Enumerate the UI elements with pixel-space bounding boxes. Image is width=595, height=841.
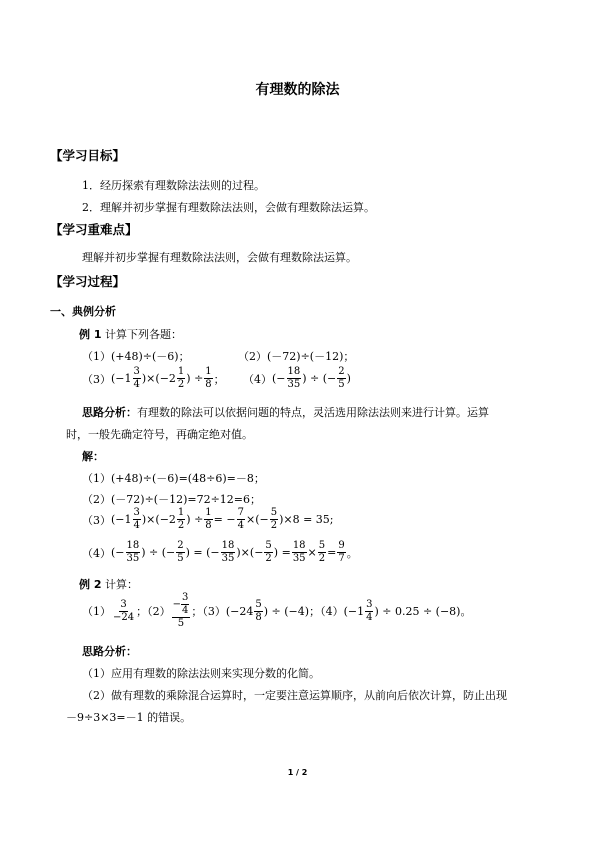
problem4-prefix: （4） xyxy=(243,372,272,386)
fraction: $\frac{5}{2}$ xyxy=(265,540,272,564)
example2-hint-1: （1）应用有理数的除法法则来实现分数的化简。 xyxy=(82,667,320,680)
example1-prompt: 计算下列各题： xyxy=(104,328,182,341)
fraction: $\frac{18}{35}$ xyxy=(287,366,301,390)
fraction: $\frac{5}{2}$ xyxy=(270,507,278,531)
complex-fraction: − $\frac{3}{4}$ 5 xyxy=(172,592,189,629)
example2-hint-2-line2: －9÷3×3=－1 的错误。 xyxy=(66,711,192,724)
fraction: $\frac{5}{2}$ xyxy=(318,540,326,564)
fraction: $\frac{2}{5}$ xyxy=(177,540,184,564)
hint-label: 思路分析： xyxy=(82,406,137,419)
fraction: $\frac{1}{2}$ xyxy=(177,507,185,531)
fraction: $\frac{18}{35}$ xyxy=(221,540,235,564)
fraction: $\frac{3}{4}$ xyxy=(366,598,373,623)
fraction: $\frac{2}{5}$ xyxy=(338,366,345,390)
fraction: $\frac{1}{8}$ xyxy=(205,366,212,390)
fraction: $\frac{3}{4}$ xyxy=(133,366,140,390)
fraction: $\frac{5}{8}$ xyxy=(255,598,262,623)
goal-item-2: 2．理解并初步掌握有理数除法法则，会做有理数除法运算。 xyxy=(82,201,375,214)
example2-hint-label: 思路分析： xyxy=(82,645,137,658)
section-heading-goals: 【学习目标】 xyxy=(50,148,126,163)
example1-problem-2: （2）(－72)÷(－12)； xyxy=(238,350,355,363)
goal-item-1: 1．经历探索有理数除法法则的过程。 xyxy=(82,179,265,192)
page-number: 1 / 2 xyxy=(287,768,308,777)
fraction: $\frac{18}{35}$ xyxy=(292,540,306,564)
example1-hint-line2: 时，一般先确定符号，再确定绝对值。 xyxy=(66,428,253,441)
section-heading-process: 【学习过程】 xyxy=(50,274,126,289)
fraction: $\frac{1}{2}$ xyxy=(177,366,185,390)
example1-problem-1: （1）(+48)÷(－6)； xyxy=(82,350,190,363)
solution-2: （2）(－72)÷(－12)=72÷12=6； xyxy=(82,493,262,506)
problem3-prefix: （3） xyxy=(82,372,111,386)
solution-1: （1）(+48)÷(－6)=(48÷6)=－8； xyxy=(82,472,265,485)
example2-prompt: 计算： xyxy=(104,578,138,591)
solution-4: （4） (− $\frac{18}{35}$ ) ÷ (− $\frac{2}{5}$ ) = (− $\frac{18}{35}$ )×(− $\frac{5}{2}$ ) = $\frac{18}{35}$ × $\frac{5}{2}$ = $\frac{9}{7}$ 。 xyxy=(82,540,358,564)
example1-problem-4: （4） (− $\frac{18}{35}$ ) ÷ (− $\frac{2}{5}$ ) xyxy=(243,366,351,390)
example1-label: 例 1 xyxy=(79,328,102,341)
fraction: $\frac{18}{35}$ xyxy=(126,540,140,564)
fraction: $\frac{1}{8}$ xyxy=(205,507,212,531)
part1-heading: 一、典例分析 xyxy=(50,305,116,318)
example2-label: 例 2 xyxy=(79,578,102,591)
fraction: $\frac{9}{7}$ xyxy=(338,540,345,564)
example2-problems: （1） $\frac{3}{-24}$ ；（2） − $\frac{3}{4}$ 5 ；（3）(−24 $\frac{5}{8}$ ) ÷ (−4)；（4）(−1 $\frac{3}{4}$ ) ÷ 0.25 ÷ (−8)。 xyxy=(82,592,472,629)
page-title: 有理数的除法 xyxy=(255,82,340,98)
solution-3: （3） (−1 $\frac{3}{4}$ )×(−2 $\frac{1}{2}$ ) ÷ $\frac{1}{8}$ = − $\frac{7}{4}$ ×(− $\frac{5}{2}$ )×8 = 35; xyxy=(82,507,334,531)
example1-header xyxy=(79,326,182,342)
example1-problem-3: （3） (−1 $\frac{3}{4}$ )×(−2 $\frac{1}{2}$ ) ÷ $\frac{1}{8}$ ； xyxy=(82,366,225,390)
keypoint-text: 理解并初步掌握有理数除法法则，会做有理数除法运算。 xyxy=(82,251,357,264)
fraction: $\frac{7}{4}$ xyxy=(237,507,244,531)
fraction: $\frac{3}{-24}$ xyxy=(113,598,135,623)
solution-label: 解： xyxy=(82,450,104,463)
example2-header xyxy=(79,576,138,592)
fraction: $\frac{3}{4}$ xyxy=(133,507,140,531)
section-heading-keypoints: 【学习重难点】 xyxy=(50,222,138,237)
example1-hint-line1: 思路分析：有理数的除法可以依据问题的特点，灵活选用除法法则来进行计算。运算 xyxy=(82,406,489,419)
example2-hint-2-line1: （2）做有理数的乘除混合运算时，一定要注意运算顺序，从前向后依次计算，防止出现 xyxy=(82,689,507,702)
